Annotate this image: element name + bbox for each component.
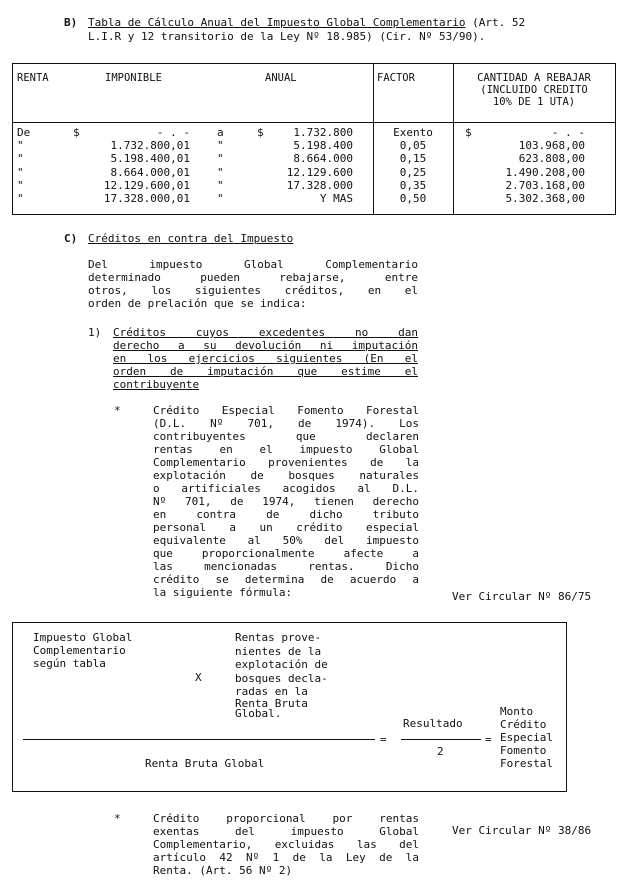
section-b-ref2: L.I.R y 12 transitorio de la Ley Nº 18.985) (Cir. Nº 53/90).: [88, 30, 486, 43]
formula-resultado: Resultado: [403, 717, 463, 730]
header-rebajar-3: 10% DE 1 UTA): [492, 96, 576, 108]
formula-result-line: Fomento: [500, 744, 547, 757]
formula-right-line: radas en la: [235, 685, 308, 698]
cell-to: 12.129.600: [286, 165, 353, 179]
paragraph-line: artículo 42 Nº 1 de la Ley de la: [153, 851, 419, 864]
item1-number: 1): [88, 326, 102, 339]
cell-de: De: [17, 126, 31, 139]
header-rebajar-1: CANTIDAD A REBAJAR: [477, 72, 591, 84]
section-c-title: Créditos en contra del Impuesto: [88, 232, 294, 245]
cell-de: ": [17, 152, 24, 166]
bullet2-body: [153, 812, 419, 877]
cell-rebajar: 623.808,00: [518, 152, 585, 166]
cell-symbol: $: [73, 126, 80, 139]
formula-divisor-line: [401, 739, 481, 740]
table-header-divider: [13, 122, 615, 123]
header-anual: ANUAL: [265, 72, 297, 84]
cell-a: ": [217, 165, 224, 179]
item1-line: derecho a su devolución ni imputación: [113, 339, 418, 352]
paragraph-line: (D.L. Nº 701, de 1974). Los: [153, 417, 419, 430]
formula-result-line: Forestal: [500, 757, 553, 770]
intro-line: otros, los siguientes créditos, en el: [88, 284, 418, 297]
item1-line: en los ejercicios siguientes (En el: [113, 352, 418, 365]
cell-de: ": [17, 139, 24, 153]
cell-de: ": [17, 192, 24, 205]
cell-from: 8.664.000,01: [110, 165, 190, 179]
cell-from: 5.198.400,01: [110, 152, 190, 166]
header-rebajar-2: (INCLUIDO CREDITO: [480, 84, 588, 96]
header-imponible: IMPONIBLE: [105, 72, 162, 84]
table-row: [13, 152, 615, 165]
item1-line: orden de imputación que estime el: [113, 365, 418, 378]
bullet1-symbol: *: [114, 404, 121, 417]
cell-a: ": [217, 139, 224, 153]
paragraph-line: la siguiente fórmula:: [153, 586, 293, 599]
paragraph-line: que proporcionalmente afecte a: [153, 547, 419, 560]
table-row: [13, 166, 615, 179]
bullet1-body: [153, 404, 419, 599]
intro-line: Del impuesto Global Complementario: [88, 258, 418, 271]
item1-line: contribuyente: [113, 378, 200, 391]
formula-right-line: Global.: [235, 706, 282, 720]
cell-a: ": [217, 192, 224, 205]
cell-symbol: $: [465, 126, 472, 139]
paragraph-line: exentas del impuesto Global: [153, 825, 419, 838]
table-row: [13, 179, 615, 192]
formula-box: [12, 622, 567, 792]
bullet2-ref: Ver Circular Nº 38/86: [452, 824, 592, 837]
cell-from: - . -: [156, 126, 190, 139]
cell-a: a: [217, 126, 224, 139]
paragraph-line: en contra de dicho tributo: [153, 508, 419, 521]
formula-equals-1: =: [380, 733, 387, 746]
cell-a: ": [217, 178, 224, 192]
cell-rebajar: 2.703.168,00: [505, 178, 585, 192]
cell-symbol: $: [257, 126, 264, 139]
bullet2-symbol: *: [114, 812, 121, 825]
item1-line: Créditos cuyos excedentes no dan: [113, 326, 418, 339]
item1-heading: [113, 326, 418, 391]
section-b-title-line: [88, 16, 525, 29]
paragraph-line: explotación de bosques naturales: [153, 469, 419, 482]
cell-rebajar: 103.968,00: [518, 139, 585, 153]
cell-to: Y MAS: [319, 192, 353, 205]
formula-denominator: Renta Bruta Global: [145, 757, 265, 770]
table-row: [13, 192, 615, 205]
cell-rebajar: 5.302.368,00: [505, 192, 585, 205]
formula-right: [235, 631, 328, 719]
cell-factor: 0,35: [399, 178, 427, 192]
formula-times: X: [195, 671, 202, 684]
header-renta: RENTA: [17, 72, 49, 84]
header-rebajar: [453, 72, 615, 108]
formula-right-line: nientes de la: [235, 644, 322, 658]
paragraph-line: equivalente al 50% del impuesto: [153, 534, 419, 547]
cell-to: 8.664.000: [293, 152, 353, 166]
cell-to: 1.732.800: [293, 126, 353, 139]
formula-left-line: Impuesto Global: [33, 631, 133, 644]
formula-left-line: según tabla: [33, 657, 106, 670]
cell-factor: 0,50: [399, 192, 427, 205]
header-factor: FACTOR: [377, 72, 415, 84]
section-b-letter: B): [64, 16, 78, 29]
cell-a: ": [217, 152, 224, 166]
paragraph-line: personal a un crédito especial: [153, 521, 419, 534]
cell-factor: 0,15: [399, 152, 427, 166]
formula-right-line: Renta Bruta: [235, 696, 308, 710]
paragraph-line: las mencionadas rentas. Dicho: [153, 560, 419, 573]
formula-left: [33, 631, 132, 670]
cell-factor: 0,25: [399, 165, 427, 179]
table-row: [13, 126, 615, 139]
cell-de: ": [17, 178, 24, 192]
formula-equals-2: =: [485, 733, 492, 746]
paragraph-line: o artificiales acogidos al D.L.: [153, 482, 419, 495]
formula-right-line: bosques decla-: [235, 671, 328, 685]
cell-de: ": [17, 165, 24, 179]
formula-result-line: Monto: [500, 705, 534, 718]
formula-fraction-line: [23, 739, 375, 740]
tax-table: [12, 63, 616, 215]
formula-result-line: Especial: [500, 731, 553, 744]
paragraph-line: Complementario, excluidas las del: [153, 838, 419, 851]
cell-factor: 0,05: [399, 139, 427, 153]
cell-to: 17.328.000: [286, 178, 353, 192]
formula-right-line: explotación de: [235, 658, 328, 671]
section-c-letter: C): [64, 232, 78, 245]
bullet1-ref: Ver Circular Nº 86/75: [452, 590, 592, 603]
cell-from: 1.732.800,01: [110, 139, 190, 153]
paragraph-line: Crédito proporcional por rentas: [153, 812, 419, 825]
section-c-intro: [88, 258, 418, 310]
formula-right-line: Rentas prove-: [235, 631, 322, 644]
section-b-title: Tabla de Cálculo Anual del Impuesto Global Complementario: [88, 16, 466, 29]
paragraph-line: rentas en el impuesto Global: [153, 443, 419, 456]
section-b-ref1: (Art. 52: [465, 16, 526, 29]
paragraph-line: crédito se determina de acuerdo a: [153, 573, 419, 586]
paragraph-line: contribuyentes que declaren: [153, 430, 419, 443]
paragraph-line: Crédito Especial Fomento Forestal: [153, 404, 419, 417]
cell-rebajar: 1.490.208,00: [505, 165, 585, 179]
formula-left-line: Complementario: [33, 644, 126, 657]
formula-divisor: 2: [437, 745, 444, 758]
intro-line: orden de prelación que se indica:: [88, 297, 307, 310]
paragraph-line: Complementario provenientes de la: [153, 456, 419, 469]
formula-result: [500, 705, 553, 770]
intro-line: determinado pueden rebajarse, entre: [88, 271, 418, 284]
paragraph-line: Nº 701, de 1974, tienen derecho: [153, 495, 419, 508]
paragraph-line: Renta. (Art. 56 Nº 2): [153, 864, 293, 877]
cell-factor: Exento: [393, 126, 433, 139]
table-row: [13, 139, 615, 152]
cell-rebajar: - . -: [551, 126, 585, 139]
cell-from: 12.129.600,01: [103, 178, 190, 192]
cell-to: 5.198.400: [293, 139, 353, 153]
cell-from: 17.328.000,01: [103, 192, 190, 205]
formula-result-line: Crédito: [500, 718, 547, 731]
